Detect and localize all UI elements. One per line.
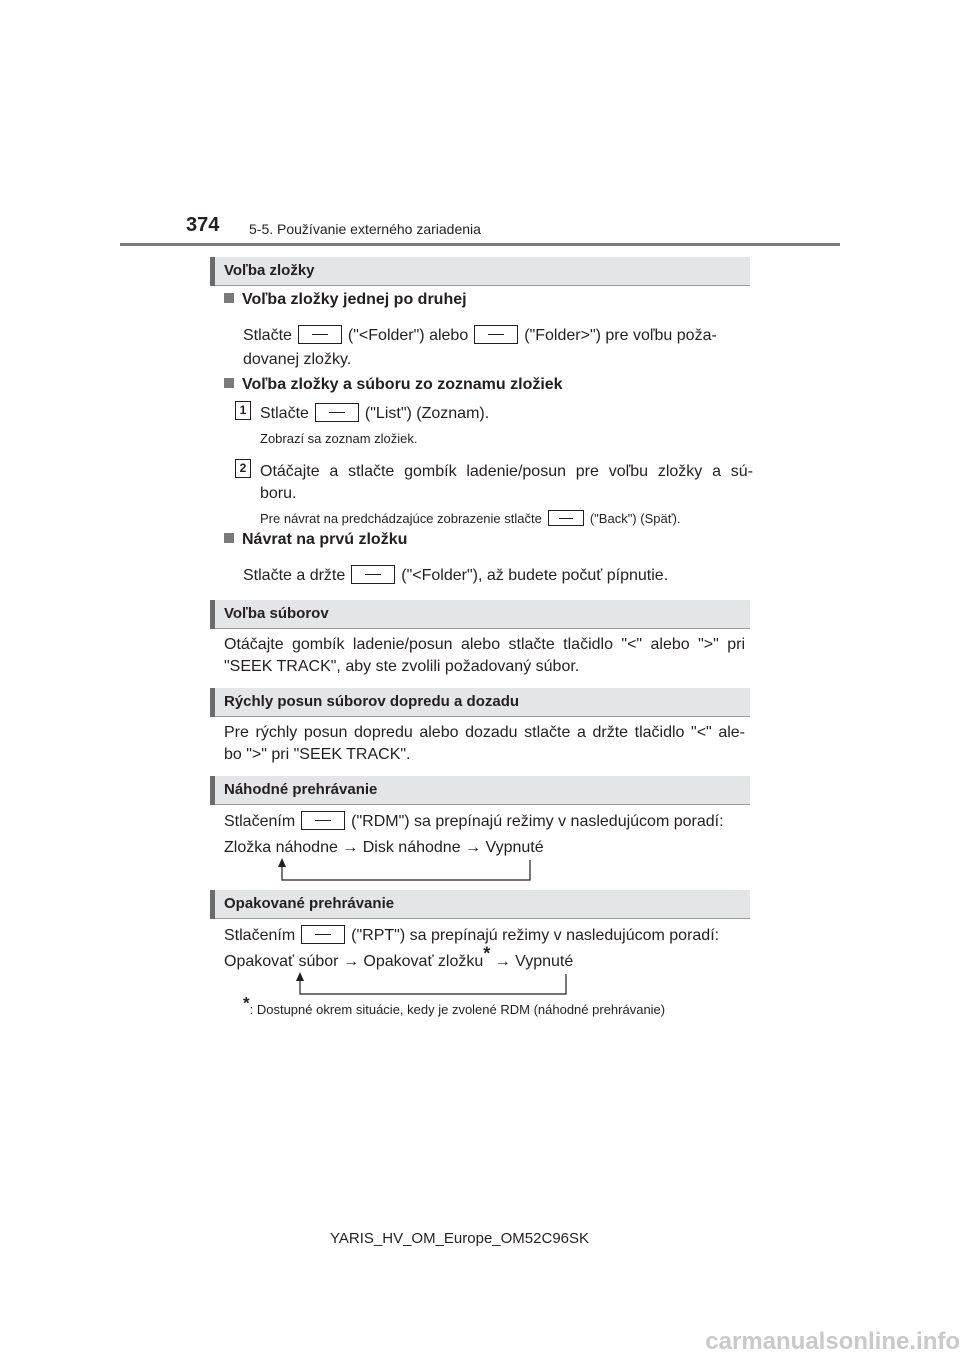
section-bar	[210, 257, 215, 286]
fast-text-line2: bo ">" pri "SEEK TRACK".	[224, 746, 411, 763]
text: Pre návrat na predchádzajúce zobrazenie stlačte	[260, 511, 542, 526]
text: → Vypnuté	[490, 953, 574, 970]
text: Stlačením	[224, 927, 296, 944]
section-bar	[210, 600, 215, 629]
footnote	[243, 993, 666, 1017]
step1-text	[260, 402, 489, 425]
section-bar	[210, 890, 215, 919]
section-title: Opakované prehrávanie	[224, 895, 395, 912]
back-button-icon	[548, 510, 584, 526]
section-heading-fast	[210, 688, 750, 717]
step2-text-line2: boru.	[260, 485, 297, 502]
subheading-folder-one-by-one	[224, 291, 467, 309]
random-cycle: Zložka náhodne → Disk náhodne → Vypnuté	[224, 839, 544, 856]
text: : Dostupné okrem situácie, kedy je zvolené RDM (náhodné prehrávanie)	[249, 1002, 666, 1017]
text: Stlačte a držte	[243, 567, 346, 584]
paragraph-folder-select	[243, 324, 753, 347]
text: ("<Folder") alebo	[347, 327, 469, 344]
folder-back-button-icon	[351, 565, 395, 584]
footnote-star: *	[483, 943, 491, 964]
text: ("Folder>") pre voľbu poža-	[524, 327, 717, 344]
rdm-button-icon	[301, 811, 345, 830]
subheading-folder-list	[224, 376, 563, 394]
paragraph-folder-select-cont: dovanej zložky.	[243, 351, 352, 368]
section-heading-repeat	[210, 890, 750, 919]
text: Stlačením	[224, 813, 296, 830]
square-bullet-icon	[224, 293, 234, 303]
text: ("RPT") sa prepínajú režimy v nasledujúcom poradí:	[351, 927, 720, 944]
cycle-arrow-icon	[275, 858, 535, 884]
repeat-cycle	[224, 943, 574, 973]
section-heading-random	[210, 776, 750, 805]
header-rule	[120, 243, 840, 246]
subheading-text: Voľba zložky a súboru zo zoznamu zložiek	[242, 376, 563, 393]
step2-text-line1: Otáčajte a stlačte gombík ladenie/posun pre voľbu zložky a sú-	[260, 463, 753, 480]
step1-note: Zobrazí sa zoznam zložiek.	[260, 431, 418, 446]
text: Opakovať súbor → Opakovať zložku	[224, 953, 484, 970]
folder-forward-button-icon	[474, 325, 518, 344]
section-title: Rýchly posun súborov dopredu a dozadu	[224, 693, 520, 710]
section-title: Voľba súborov	[224, 605, 329, 622]
files-text-line1: Otáčajte gombík ladenie/posun alebo stlačte tlačidlo "<" alebo ">" pri	[224, 636, 745, 653]
text: ("Back") (Späť).	[589, 511, 681, 526]
text: ("List") (Zoznam).	[364, 405, 490, 422]
watermark: carmanualsonline.info	[705, 1328, 960, 1355]
fast-text-line1: Pre rýchly posun dopredu alebo dozadu stlačte a držte tlačidlo "<" ale-	[224, 724, 745, 741]
text: Stlačte	[260, 405, 309, 422]
list-button-icon	[315, 403, 359, 422]
section-title: Náhodné prehrávanie	[224, 781, 378, 798]
step-number-1: 1	[235, 401, 251, 420]
section-heading-folder	[210, 257, 750, 286]
subheading-text: Návrat na prvú zložku	[242, 531, 408, 548]
footnote-star: *	[243, 993, 250, 1013]
step-number-2: 2	[235, 459, 251, 478]
repeat-text	[224, 924, 719, 947]
rpt-button-icon	[301, 925, 345, 944]
section-title: Voľba zložky	[224, 262, 315, 279]
files-text-line2: "SEEK TRACK", aby ste zvolili požadovaný súbor.	[224, 658, 580, 675]
document-code: YARIS_HV_OM_Europe_OM52C96SK	[330, 1230, 590, 1247]
text: ("<Folder"), až budete počuť pípnutie.	[401, 567, 669, 584]
page-number: 374	[186, 214, 220, 236]
subheading-text: Voľba zložky jednej po druhej	[242, 291, 467, 308]
square-bullet-icon	[224, 378, 234, 388]
section-bar	[210, 688, 215, 717]
subheading-first-folder	[224, 531, 407, 549]
cycle-arrow-icon	[293, 972, 573, 998]
random-text	[224, 810, 724, 833]
text: Stlačte	[243, 327, 292, 344]
square-bullet-icon	[224, 533, 234, 543]
section-heading-files	[210, 600, 750, 629]
folder-back-button-icon	[298, 325, 342, 344]
text: ("RDM") sa prepínajú režimy v nasledujúcom poradí:	[351, 813, 724, 830]
step2-note	[260, 510, 681, 526]
running-head: 5-5. Používanie externého zariadenia	[249, 221, 481, 237]
paragraph-first-folder	[243, 564, 668, 587]
section-bar	[210, 776, 215, 805]
